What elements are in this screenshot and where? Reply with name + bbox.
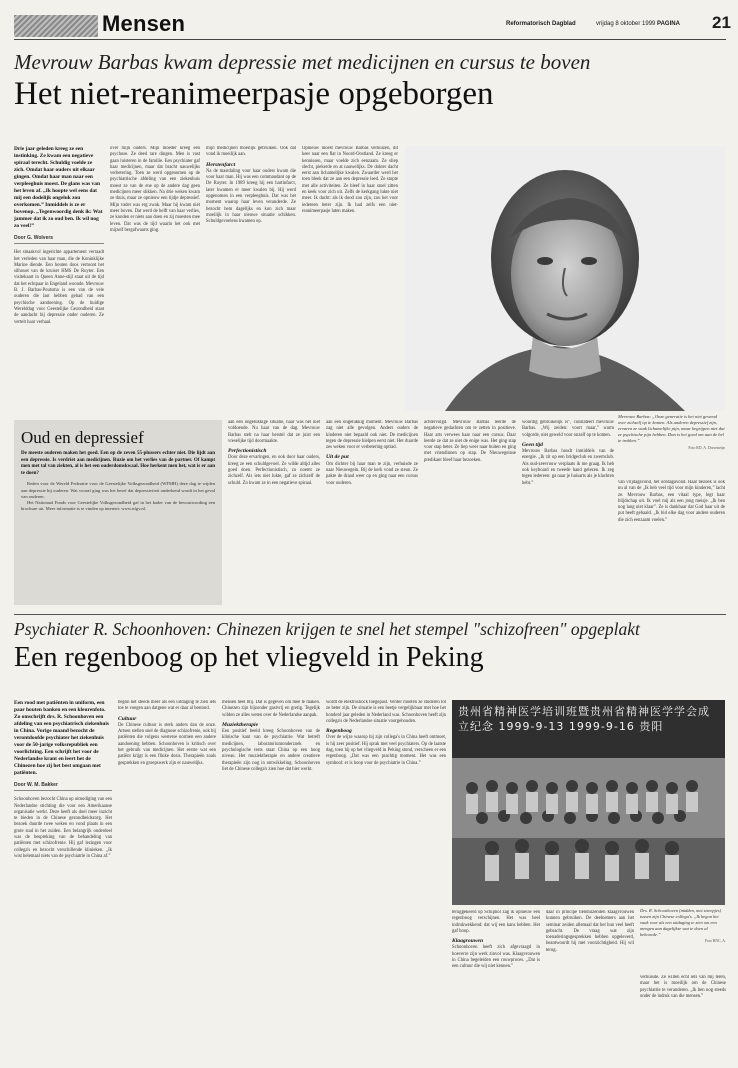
- page-label: PAGINA: [657, 21, 680, 27]
- body-text: Schoonhoven heeft zich afgevraagd in hoeverre zijn werk zinvol was. Klaagvrouwen in China begeleiden een rouwproces. „Dat is een cultuur die wij niet kennen.”: [452, 945, 540, 970]
- body-text: mijn medicijnen moeilijk gebruiken. Ook dat vond ik moeilijk aan.: [206, 146, 296, 158]
- photo-caption-2: [640, 908, 726, 944]
- article1-column-9: [618, 480, 725, 605]
- body-text: daar in principe tienduizenden klaagvrouwen kunnen gebruiken. De deelnemers aan het seminar zeiden allemaal dat het hun veel heeft gebracht. De vraag wat zijn toenaderingsgesprekken hebben opgeleverd, beantwoordt hij met voorzichtigheid. Hij wil terug.: [546, 910, 634, 953]
- article2-kicker: Psychiater R. Schoonhoven: Chinezen krijgen te snel het stempel "schizofreen" opgeplakt: [14, 619, 640, 639]
- article1-byline: Door G. Wolvers: [14, 235, 104, 244]
- box-body: [21, 481, 215, 512]
- group-photo: [452, 700, 725, 905]
- article2-column-3: [222, 700, 320, 1055]
- article1-kicker: Mevrouw Barbas kwam depressie met medicijnen en cursus te boven: [14, 50, 591, 74]
- section-divider: [14, 614, 726, 615]
- article2-lead: Een rood met patiënten in uniform, een paar houten banken en een kleurenfoto. Zo omschrijft drs. R. Schoonhoven een afdeling van een psychiatrisch ziekenhuis in China. Vorige maand bezocht de verontdoofde psychiater het ziekenhuis voor de 50-jarige volksrepubliek een voorlichting. Een schrijft het voor de Nederlandse krant en leert het de Chinezen hoe zij het best omgaan met patiënten.: [14, 700, 109, 776]
- subheading-perfectionistisch: Perfectionistisch: [228, 448, 267, 455]
- photo-credit: Foto RD, A. Dorresteijn: [688, 446, 725, 450]
- article1-column-6: [326, 420, 418, 605]
- article2-headline: Een regenboog op het vliegveld in Peking: [14, 642, 484, 673]
- info-box: [14, 420, 222, 605]
- banner-text: 贵州省精神医学培训班暨贵州省精神医学学会成立纪念 1999-9-13 1999-9-16 贵阳: [458, 705, 710, 733]
- caption-text: Drs. R. Schoonhoven (midden, met streepjes) tussen zijn Chinese collega's. „Ik begon het vaak voor als een uitdaging te zien om een mengen aan dagelijkse wat te doen al behoorde.”: [640, 908, 722, 937]
- article2-column-2: [118, 700, 216, 1055]
- body-text: teruggekeerd op Schiphol zag ik opnieuw een regenboog verschijnen. Het was heel indrukwekkend: dat wij een kans hebben. Het gaf hoop.: [452, 910, 540, 934]
- box-lead: De meeste ouderen maken het goed. Een op de zeven 55-plussers echter niet. Die lijdt aan een depressie. Is verdriet aan medicijnen. Ruzie om het verlies van de partner. Of kampt men met tal van ziekten, al is het een ouderdomskwaal. Hoe herkent men het, wat is er aan te doen?: [21, 451, 215, 476]
- masthead: [14, 10, 731, 40]
- body-text: aan een ongelukkige situatie, haar was het niet voldoende. Nu haar van de dag. Mevrouw Barbas stelt na haar herstel dat ze juist een vreselijke tijd doormaakte.: [228, 420, 320, 444]
- caption-text: Mevrouw Barbas: „Onze generatie is het niet gewend over zichzelf op te komen. Als anderen depressief zijn, ervaren ze vaak lichamelijke pijn, maar begrijpen niet dat ze psychische pijn hebben. Dan is het goed om aan de bel te trekken.”: [618, 414, 725, 443]
- subheading-klaagrouwen: Klaagrouwen: [452, 938, 484, 945]
- body-text: Mevrouw Barbas houdt inmiddels van de energie. „Ik zit op een bridgeclub en zwemclub. Als oud-zeevrouw verplaats ik me graag. Ik heb ook keyboard en tweede hand gelezen. Ik zeg tegen iedereen: ga naar je huisarts als je klachten hebt.”: [522, 449, 614, 486]
- issue-date: [596, 21, 680, 27]
- body-text: Een positief beeld kreeg Schoonhoven van de klinische kant van de psychiatrie. Wat betreft medicijnen, laboratoriumonderzoek en psychologische tests staat China op een hoog niveau. Het muziektherapie en andere creatieve therapieën zijn nog in ontwikkeling. Schoonhoven liet de Chinese collega's zien hoe dat hier werkt.: [222, 729, 320, 772]
- body-text: van vrijdagavond, het oordagavond. Haar bezoek is ook nu al van de „Ik heb veel tijd voor mijn kinderen,” lacht ze. Mevrouw Barbas, een vitaal type, legt haar blijdschap uit. Ik voel mij als een jong meisje. „Ik ben nog lang niet klaar”. Ze is dankbaar dat God haar uit de put heeft gehaald. „Ik bid elke dag voor andere ouderen die zich eenzaam voelen.”: [618, 480, 725, 523]
- article1-column-2: [110, 146, 200, 411]
- box-title: Oud en depressief: [21, 428, 144, 447]
- body-text: Door deze ervaringen, en ook door haar ouders, kreeg ze een schuldgevoel. Ze wilde altijd alles goed doen. Perfectionistisch, zo noemt ze zichzelf. Als iets niet lukte, gaf ze zichzelf de schuld. Zo kwam ze in een negatieve spiraal.: [228, 455, 320, 486]
- body-text: Het smaakvol ingerichte appartement verraadt het verleden van haar man, die de Koninklijke Marine diende. Een houten doos vertoont het silhouet van de kruiser HMS De Ruyter. Een visitekaart in Queen Anne-stijl staat uit de tijd dat het echtpaar in Engeland woonde. Mevrouw B. J. Barbas-Poutsma is een van de vele ouderen die last hebben gehad van een psychische aandoening. Op de huidige Werelddag voor Geestelijke Gezondheid staat de aandacht bij depressie onder ouderen. Ze vertelt haar verhaal.: [14, 250, 104, 325]
- box-paragraph-2: Het Nationaal Fonds voor Geestelijke Volksgezondheid gaf in het kader van de bewustwording een brochure uit. Meer informatie is te vinden op internet: www.nfgv.nl.: [21, 499, 215, 512]
- paper-name: Reformatorisch Dagblad: [506, 21, 576, 27]
- body-text: achtervolgd. Mevrouw Barbas leerde de negatieve gedachten om te zetten in positieve. Haar arts verwees haar naar een cursus. Daar leerde ze dat ze niet de enige was. Het ging stap voor stap beter. Ze liep weer naar buiten en ging met vriendinnen op stap. De Nieuwegeinse predikant bleef haar bezoeken.: [424, 420, 516, 463]
- group-photo-image: [452, 700, 725, 905]
- body-text: De Chinese cultuur is sterk anders dan de onze. Artsen stellen snel de diagnose schizofrenie, ook bij patiënten die volgens westerse normen een andere aandoening hebben. Schoonhoven is kritisch over het gebruik van medicijnen. Het eerste wat een patiënt krijgt is een flinke dosis. Therapieën zoals gesprekken en groepswerk zijn er nauwelijks.: [118, 722, 216, 766]
- article1-column-3: [206, 146, 296, 411]
- section-bar-icon: [14, 15, 98, 37]
- body-text: Opnieuw moest mevrouw Barbas verhuizen, dit keer naar een flat in Noord-Oostland. Ze kreeg er kennissen, maar voelde zich eenzaam. Ze sliep slecht, piekerde en at nauwelijks. De dokter dacht eerst aan lichamelijke kwalen. Zwaarder werd het toen bleek dat ze aan een depressie leed. Ze stopte met alle activiteiten. Ze bleef in haar stoel zitten en keek voor zich uit. Zelfs de kerkgang lukte niet meer. Ik dacht: als ik dood zou zijn, zou het voor iedereen beter zijn. Ik had zelfs een niet-reanimeerpasje laten maken.: [302, 146, 398, 214]
- article1-column-5: [228, 420, 320, 605]
- article1-column-4: [302, 146, 398, 411]
- section-title: Mensen: [102, 11, 186, 36]
- subheading-cultuur: Cultuur: [118, 715, 137, 722]
- article2-column-5: [452, 910, 540, 1055]
- body-text: Om dichter bij haar man te zijn, verhuisde ze naar Nieuwegein. Bij de kerk vond ze steun. Ze pakte de draad weer op en ging naar een cursus voor ouderen.: [326, 461, 418, 486]
- subheading-geen-tijd: Geen tijd: [522, 441, 543, 448]
- article2-column-6: [546, 910, 634, 1055]
- article1-headline: Het niet-reanimeerpasje opgeborgen: [14, 76, 494, 112]
- body-text: wordt de elektroshock toegepast. Verder moeten ze studeren tot ze beter zijn. De situatie is een beetje vergelijkbaar met hoe het honderd jaar geleden in Nederland was. Schoonhoven heeft zijn collega's de Nederlandse situatie voorgehouden.: [326, 700, 446, 724]
- subheading-uit-de-put: Uit de put: [326, 454, 349, 461]
- body-text: Over de wijze waarop hij zijn collega's in China heeft ontmoet, is hij zeer positief. Hij sprak met veel psychiaters. Op de laatste dag, toen hij op het vliegveld in Peking stond, verscheen er een regenboog. „Dat was een prachtig moment. Het was een symbool: er is hoop voor de psychiatrie in China.”: [326, 735, 446, 766]
- article1-lead: Drie jaar geleden kreeg ze een instinking. Ze kwam een negatieve spiraal terecht. Schuldig voelde ze zich. Omdat haar ouders uit elkaar gingen. Omdat haar man naar een verpleeghuis moest. De glans was van het leven af. „Ik hoopte wel eens dat mij een dodelijk ongeluk zou overkomen.” Inmiddels is ze er bovenop. „Tegenwoordig denk ik: Wat jammer dat ik zo oud ben. Ik wil nog zo veel!”: [14, 146, 103, 229]
- article1-column-8: [522, 420, 614, 605]
- article1-column-1: [14, 146, 104, 411]
- photo-caption-1: [618, 414, 725, 451]
- subheading-herstel: Herstenfarct: [206, 161, 236, 168]
- subheading-muziektherapie: Muziektherapie: [222, 721, 259, 728]
- body-text: begon het steeds meer als een uitdaging te zien iets toe te voegen aan datgene wat er daar al bestond.: [118, 700, 216, 712]
- article1-column-7: [424, 420, 516, 605]
- subheading-regenboog: Regenboog: [326, 728, 352, 735]
- body-text: woordig gebruikelijk is”, constateert mevrouw Barbas. „Wij zeiden: voort maar,” warm volgorde, niet geweld voor onzelf op te komen.: [522, 420, 614, 438]
- date-text: vrijdag 8 oktober 1999: [596, 21, 656, 27]
- body-text: Schoonhoven bezocht China op uitnodiging van een Nederlandse stichting die voor een Amerikaanse organisatie werkt. Deze heeft als doel meer inzicht te bieden in de Chinese gezondheidszorg. Het bezoek duurde twee weken en vond plaats in een grote stad in het zuiden. Een belangrijk onderdeel was de bespreking van de behandeling van patiënten met schizofrenie. Hij gaf lezingen voor collega's en bezocht verschillende klinieken. „Ik wist helemaal niets van de psychiatrie in China af.”: [14, 797, 112, 859]
- article2-column-7: [640, 975, 726, 1055]
- portrait-image: [405, 146, 725, 411]
- body-text: mensen heel blij. Dat is gegeven om mee te maken. Chinezen zijn bijzonder gastvrij en gretig. Tegelijk wilden ze alles weten over de Nederlandse aanpak.: [222, 700, 320, 718]
- portrait-photo: [405, 146, 725, 411]
- body-text: aan een ongelukkig moment. Mevrouw Barbas zag niet alle gevolgen. Anders ouders de kinderen niet bepaald ook niet. De medicijnen tegen de depressie hielpen eerst niet. Het duurde zes weken voor er verbetering optrad.: [326, 420, 418, 451]
- page-number: 21: [712, 13, 731, 32]
- photo-credit: Foto RNC, A.: [704, 938, 726, 943]
- body-text: over mijn ouders. Mijn moeder kreeg een psychose. Ze deed rare dingen. Men is vast gaan luisteren in de familie. Een psychiater gaf haar medicijnen, maar dat bracht nauwelijks verbetering. Toen ze werd opgenomen op de psychiatrische afdeling van een ziekenhuis moest ze van de ene op de andere dag geen medicijnen meer slikken. Na drie weken kwam ze thuis, maar ze opnieuw een tijdje depressief. Mijn vader was erg zwak. Maar hij kwam niet meer boven. Dat werd de helft van haar verlies, ze konden er niets aan doen en zij moesten mee leven. Dat was de tijd waarin het ook met mijzelf bergafwaarts ging.: [110, 146, 200, 233]
- box-paragraph-1: Reden voor de Wereld Federatie voor de Geestelijke Volksgezondheid (WFMH) deze dag te wijden aan depressie bij ouderen. Wat vooraf ging was het besef dat depressiviteit onderkend wordt in het geval van ouderen.: [21, 481, 215, 499]
- article2-column-4: [326, 700, 446, 1055]
- article2-byline: Door W. M. Bakker: [14, 782, 112, 791]
- body-text: Na de mastdaling voor haar ouders kwam die voor haar man. Hij was een commandant op de De Ruyter. In 1989 kreeg hij een hartinfarct, later kwamen er meer kwalen bij. Hij werd opgenomen in een verpleeghuis. Dat was het moment waarop haar leven veranderde. Ze bezocht hem dagelijks en kon zich maar moeilijk in haar nieuwe situatie schikken. Schuldgevoelens kwamen op.: [206, 168, 296, 225]
- body-text: verhuisde. Ze willen echt iets van mij leren, maar het is moeilijk om de Chinese psychiatrie te veranderen. „Ik ben nog steeds onder de indruk van die mensen.”: [640, 975, 726, 999]
- article2-column-1: [14, 700, 112, 1055]
